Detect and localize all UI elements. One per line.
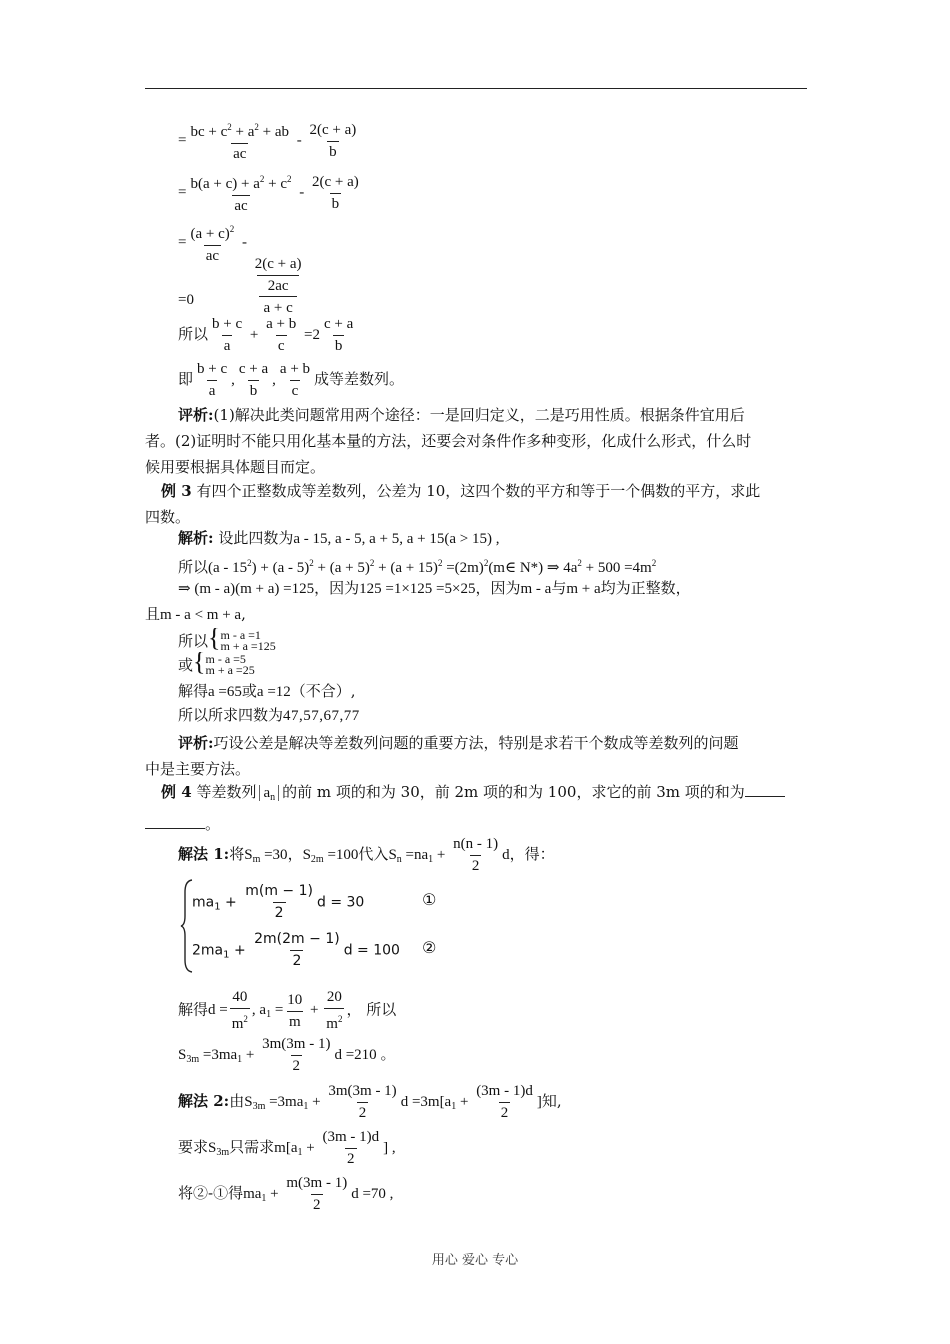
example-4-reduce: 要求$S_{3m}$只需求$m[a_1$ + $\frac{(3m - 1)d}{2}$ ] , xyxy=(178,1129,396,1167)
example-3-factor-line: ⇒ (m - a)(m + a) =125，因为125 =1×125 =5×25，因为m - a与m + a均为正整数， xyxy=(178,579,691,597)
answer-blank-continued[interactable] xyxy=(145,814,205,829)
system-row-2: $2ma_1$ + $\frac{2m(2m - 1)}{2}$ d = 100 ② xyxy=(192,931,437,969)
fraction: $\frac{bc + c^2 + a^2 + ab}{ac}$ xyxy=(190,122,289,162)
compound-fraction: 2(c + a) 2ac a + c xyxy=(253,255,304,319)
example-3: 例 3 有四个正整数成等差数列，公差为 10，这四个数的平方和等于一个偶数的平方，求此 四数。 xyxy=(145,482,761,526)
eq-sign: = xyxy=(178,132,187,149)
fraction: $\frac{n(n - 1)}{2}$ xyxy=(453,836,499,874)
example-4-s3m: $S_{3m} =3ma_1$ + $\frac{3m(3m - 1)}{2}$ d =210 。 xyxy=(178,1036,396,1074)
example-4-method-2: 解法 2:由$S_{3m} =3ma_1$ + $\frac{3m(3m - 1)}{2}$ $d =3m[a_1$ + $\frac{(3m - 1)d}{2}$ ]知, xyxy=(178,1083,562,1121)
fraction: $\frac{(a + c)^2}{ac}$ xyxy=(190,224,235,264)
derivation-row-4: =0 xyxy=(178,292,194,308)
fraction: $\frac{a + b}{c}$ xyxy=(266,316,297,354)
derivation-row-1: = $\frac{bc + c^2 + a^2 + ab}{ac}$ - $\frac{2(c + a)}{b}$ xyxy=(178,118,360,164)
example-3-result: 解得a =65或a =12（不合）, xyxy=(178,682,356,700)
example-3-condition-line: 且m - a < m + a, xyxy=(145,605,246,623)
header-rule xyxy=(145,88,807,89)
derivation-row-3: = $\frac{(a + c)^2}{ac}$ - 2(c + a) 2ac a + c xyxy=(178,220,306,319)
fraction: $\frac{b(a + c) + a^2 + c^2}{ac}$ xyxy=(190,174,292,214)
example-3-equation: 所以$(a - 15^2) + (a - 5)^2 + (a + 5)^2 + (a + 15)^2$ $=(2m)^2(m\in$ N*) ⇒ $4a^2 + 500 =4m^2$ xyxy=(178,558,657,576)
example-3-system-1: 所以{ m - a =1 m + a =125 xyxy=(178,628,276,650)
example-3-system-2: 或{ m - a =5 m + a =25 xyxy=(178,652,255,674)
fraction: $\frac{b + c}{a}$ xyxy=(212,316,243,354)
fraction: $\frac{2(c + a)}{b}$ xyxy=(311,173,359,212)
example-4: 例 4 等差数列 $a_n$ 的前 m 项的和为 30，前 2m 项的和为 100，求它的前 3m 项的和为 。 xyxy=(145,779,807,837)
fraction: $\frac{c + a}{b}$ xyxy=(238,361,269,399)
example-4-solve-d: 解得d = $\frac{40}{m^2}$ , $a_1$ = $\frac{10}{m}$ + $\frac{20}{m^2}$ ， 所以 xyxy=(178,989,397,1032)
derivation-row-6: 即 $\frac{b + c}{a}$ , $\frac{c + a}{b}$ , $\frac{a + b}{c}$ 成等差数列。 xyxy=(178,361,405,399)
fraction: $\frac{b + c}{a}$ xyxy=(197,361,228,399)
example-3-solution-line: 解析: 设此四数为a - 15, a - 5, a + 5, a + 15(a > 15) , xyxy=(178,529,500,547)
answer-blank[interactable] xyxy=(745,782,785,797)
example-3-answer: 所以所求四数为47,57,67,77 xyxy=(178,706,360,724)
fraction: $\frac{a + b}{c}$ xyxy=(279,361,311,399)
example-4-method-1: 解法 1:将$S_m =30$，$S_{2m} =100$代入$S_n =na_1$ + $\frac{n(n - 1)}{2}$ d，得： xyxy=(178,836,555,874)
comment-2: 评析:巧设公差是解决等差数列问题的重要方法，特别是求若干个数成等差数列的问题 中是主要方法。 xyxy=(145,734,739,778)
equation-system xyxy=(180,878,450,974)
derivation-row-5: 所以 $\frac{b + c}{a}$ + $\frac{a + b}{c}$ =2 $\frac{c + a}{b}$ xyxy=(178,316,354,354)
comment-1: 评析:(1)解决此类问题常用两个途径：一是回归定义，二是巧用性质。根据条件宜用后 者。(2)证明时不能只用化基本量的方法，还要会对条件作多种变形，化成什么形式，什么时 候用要根据具体题目而定。 xyxy=(145,406,752,476)
example-4-subtract: 将②-①得$ma_1$ + $\frac{m(3m - 1)}{2}$ d =70 , xyxy=(178,1175,394,1213)
page-footer: 用心 爱心 专心 xyxy=(431,1253,519,1268)
derivation-row-2: = $\frac{b(a + c) + a^2 + c^2}{ac}$ - $\frac{2(c + a)}{b}$ xyxy=(178,170,363,216)
fraction: $\frac{2(c + a)}{b}$ xyxy=(309,121,357,160)
fraction: $\frac{c + a}{b}$ xyxy=(323,316,354,354)
system-row-1: $ma_1$ + $\frac{m(m - 1)}{2}$ d = 30 ① xyxy=(192,883,437,921)
